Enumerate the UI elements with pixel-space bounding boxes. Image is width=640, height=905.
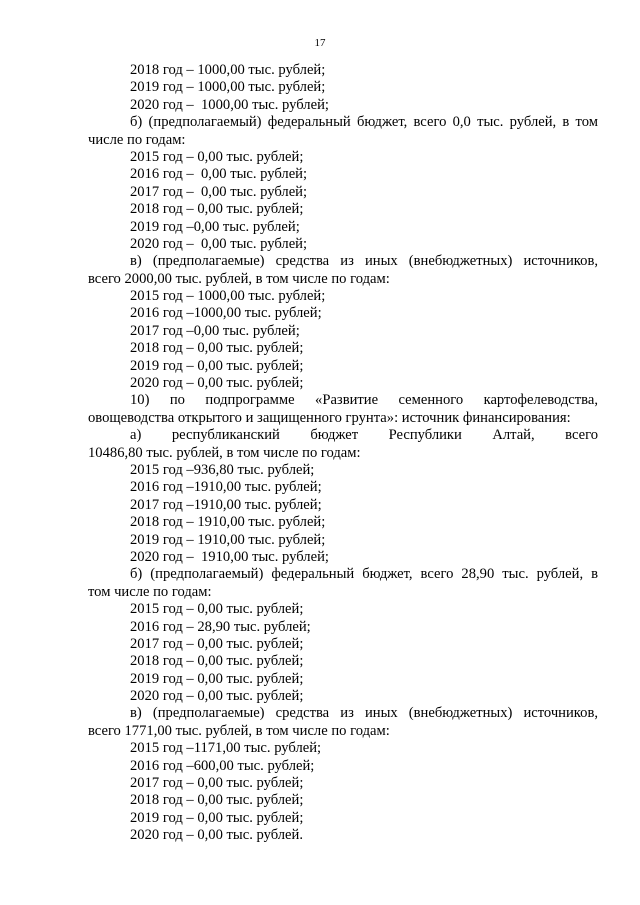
year-amount-line: 2018 год – 0,00 тыс. рублей; <box>130 792 304 809</box>
paragraph-first-line: в) (предполагаемые) средства из иных (внебюджетных) источников, <box>130 253 598 270</box>
year-amount-line: 2019 год – 0,00 тыс. рублей; <box>130 357 304 374</box>
year-amount-line: 2016 год –1000,00 тыс. рублей; <box>130 305 322 322</box>
year-amount-line: 2020 год – 0,00 тыс. рублей; <box>130 235 308 252</box>
year-amount-line: 2019 год –0,00 тыс. рублей; <box>130 218 300 235</box>
year-amount-line: 2017 год – 0,00 тыс. рублей; <box>130 775 304 792</box>
year-amount-line: 2019 год – 0,00 тыс. рублей; <box>130 670 304 687</box>
paragraph-continuation-line: всего 1771,00 тыс. рублей, в том числе по годам: <box>88 722 390 739</box>
year-amount-line: 2015 год – 0,00 тыс. рублей; <box>130 148 304 165</box>
year-amount-line: 2016 год –1910,00 тыс. рублей; <box>130 479 322 496</box>
paragraph-first-line: в) (предполагаемые) средства из иных (внебюджетных) источников, <box>130 705 598 722</box>
year-amount-line: 2015 год – 0,00 тыс. рублей; <box>130 601 304 618</box>
year-amount-line: 2017 год –1910,00 тыс. рублей; <box>130 496 322 513</box>
year-amount-line: 2019 год – 0,00 тыс. рублей; <box>130 809 304 826</box>
year-amount-line: 2017 год – 0,00 тыс. рублей; <box>130 183 308 200</box>
year-amount-line: 2018 год – 0,00 тыс. рублей; <box>130 653 304 670</box>
year-amount-line: 2020 год – 0,00 тыс. рублей; <box>130 688 304 705</box>
document-body <box>88 62 598 845</box>
year-amount-line: 2018 год – 1000,00 тыс. рублей; <box>130 62 326 78</box>
year-amount-line: 2019 год – 1000,00 тыс. рублей; <box>130 79 326 96</box>
year-amount-line: 2016 год – 0,00 тыс. рублей; <box>130 166 308 183</box>
paragraph-first-line: б) (предполагаемый) федеральный бюджет, всего 0,0 тыс. рублей, в том <box>130 114 598 131</box>
year-amount-line: 2020 год – 1910,00 тыс. рублей; <box>130 548 329 565</box>
year-amount-line: 2015 год –936,80 тыс. рублей; <box>130 461 315 478</box>
page-number: 17 <box>314 37 326 49</box>
paragraph-first-line: а) республиканский бюджет Республики Алтай, всего <box>130 427 598 444</box>
year-amount-line: 2016 год –600,00 тыс. рублей; <box>130 757 315 774</box>
year-amount-line: 2018 год – 0,00 тыс. рублей; <box>130 201 304 218</box>
paragraph-first-line: б) (предполагаемый) федеральный бюджет, всего 28,90 тыс. рублей, в <box>130 566 598 583</box>
paragraph-continuation-line: всего 2000,00 тыс. рублей, в том числе по годам: <box>88 270 390 287</box>
year-amount-line: 2020 год – 0,00 тыс. рублей; <box>130 375 304 392</box>
year-amount-line: 2017 год –0,00 тыс. рублей; <box>130 322 300 339</box>
year-amount-line: 2020 год – 0,00 тыс. рублей. <box>130 827 303 844</box>
year-amount-line: 2017 год – 0,00 тыс. рублей; <box>130 635 304 652</box>
paragraph-first-line: 10) по подпрограмме «Развитие семенного картофелеводства, <box>130 392 598 409</box>
paragraph-continuation-line: 10486,80 тыс. рублей, в том числе по годам: <box>88 444 361 461</box>
year-amount-line: 2018 год – 1910,00 тыс. рублей; <box>130 514 326 531</box>
year-amount-line: 2015 год – 1000,00 тыс. рублей; <box>130 288 326 305</box>
year-amount-line: 2020 год – 1000,00 тыс. рублей; <box>130 96 329 113</box>
year-amount-line: 2018 год – 0,00 тыс. рублей; <box>130 340 304 357</box>
paragraph-continuation-line: овощеводства открытого и защищенного грунта»: источник финансирования: <box>88 409 571 426</box>
year-amount-line: 2015 год –1171,00 тыс. рублей; <box>130 740 322 757</box>
year-amount-line: 2019 год – 1910,00 тыс. рублей; <box>130 531 326 548</box>
paragraph-continuation-line: числе по годам: <box>88 131 186 148</box>
year-amount-line: 2016 год – 28,90 тыс. рублей; <box>130 618 311 635</box>
paragraph-continuation-line: том числе по годам: <box>88 583 212 600</box>
